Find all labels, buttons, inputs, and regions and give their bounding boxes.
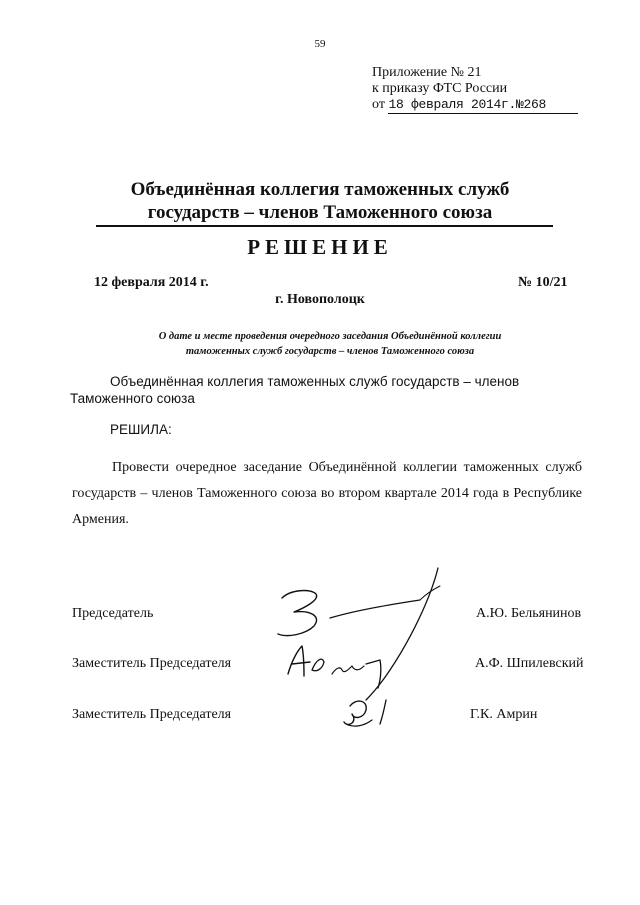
subject-line-2: таможенных служб государств – членов Таможенного союза [185,346,475,357]
intro-paragraph: Объединённая коллегия таможенных служб государств – членов Таможенного союза [70,374,520,406]
signer-name-3: Г.К. Амрин [470,707,538,722]
annex-order-stamp [388,97,578,114]
annex-prefix: от [372,97,385,112]
organization-title [0,178,640,224]
resolved-heading: РЕШИЛА: [110,422,172,437]
decision-city: г. Новополоцк [275,292,365,307]
signer-name-2: А.Ф. Шпилевский [475,656,584,671]
org-line-1: Объединённая коллегия таможенных служб [130,179,510,200]
signer-role-2: Заместитель Председателя [72,656,232,671]
decision-number: № 10/21 [518,275,568,290]
resolution-text: Провести очередное заседание Объединённой коллегии таможенных служб государств – членов Таможенного союза во втором квартале 2014 года в Республике Армения. [72,460,582,527]
header-divider [96,225,553,227]
annex-line-3 [372,97,578,114]
signer-name-1: А.Ю. Бельянинов [476,606,582,621]
decision-date: 12 февраля 2014 г. [94,275,209,290]
org-line-2: государств – членов Таможенного союза [147,202,493,223]
annex-line-2: к приказу ФТС России [372,81,508,96]
signature-3 [340,692,410,737]
decision-title: РЕШЕНИЕ [247,235,393,259]
subject-line-1: О дате и месте проведения очередного заседания Объединённой коллегии [158,331,502,342]
page-number: 59 [314,38,326,50]
annex-stamp-text: 18 февраля 2014г.№268 [388,97,546,112]
signer-role-3: Заместитель Председателя [72,707,232,722]
decision-subject [100,329,560,359]
signer-role-1: Председатель [72,606,154,621]
signature-2 [282,640,402,690]
annex-block [372,65,578,114]
annex-line-1: Приложение № 21 [372,65,482,80]
